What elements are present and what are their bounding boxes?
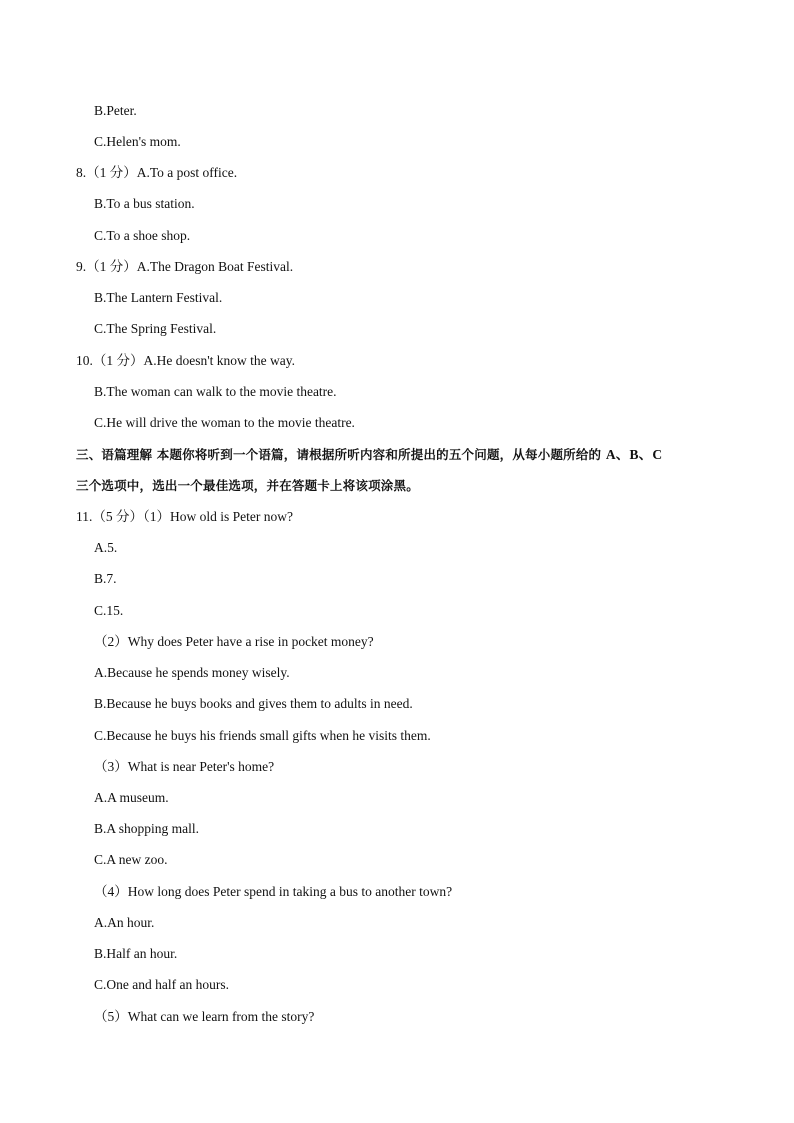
section-3-instruction-text: 三、语篇理解 本题你将听到一个语篇，请根据所听内容和所提出的五个问题，从每小题所给的 (76, 447, 606, 462)
question-11-head: 11.（5 分）（1）How old is Peter now? (76, 509, 293, 524)
option-c-previous: C.Helen's mom. (94, 134, 181, 149)
question-9-option-b: B.The Lantern Festival. (94, 290, 223, 305)
question-10-option-c: C.He will drive the woman to the movie theatre. (94, 415, 355, 430)
question-11-3-option-b: B.A shopping mall. (94, 821, 200, 836)
question-10-option-b: B.The woman can walk to the movie theatre. (94, 384, 337, 399)
question-11-1-option-c: C.15. (94, 603, 124, 618)
section-3-instruction-line2: 三个选项中，选出一个最佳选项，并在答题卡上将该项涂黑。 (76, 478, 419, 493)
question-8-option-b: B.To a bus station. (94, 196, 195, 211)
question-11-4-option-c: C.One and half an hours. (94, 977, 229, 992)
question-11-2-option-b: B.Because he buys books and gives them to adults in need. (94, 696, 413, 711)
question-11-3-prompt: （3）What is near Peter's home? (94, 759, 275, 774)
question-11-2-prompt: （2）Why does Peter have a rise in pocket money? (94, 634, 374, 649)
question-9-option-c: C.The Spring Festival. (94, 321, 217, 336)
question-11-4-prompt: （4）How long does Peter spend in taking a bus to another town? (94, 884, 453, 899)
question-11-4-option-a: A.An hour. (94, 915, 155, 930)
question-11-3-option-a: A.A museum. (94, 790, 169, 805)
question-11-4-option-b: B.Half an hour. (94, 946, 178, 961)
question-9-head: 9.（1 分）A.The Dragon Boat Festival. (76, 259, 294, 274)
question-8-head: 8.（1 分）A.To a post office. (76, 165, 238, 180)
question-11-3-option-c: C.A new zoo. (94, 852, 168, 867)
question-11-2-option-a: A.Because he spends money wisely. (94, 665, 290, 680)
section-3-option-letters: A、B、C (605, 447, 663, 462)
question-8-option-c: C.To a shoe shop. (94, 228, 191, 243)
option-b-previous: B.Peter. (94, 103, 137, 118)
question-10-head: 10.（1 分）A.He doesn't know the way. (76, 353, 296, 368)
question-11-1-option-b: B.7. (94, 571, 117, 586)
question-11-2-option-c: C.Because he buys his friends small gifts when he visits them. (94, 728, 431, 743)
question-11-1-option-a: A.5. (94, 540, 118, 555)
question-11-5-prompt: （5）What can we learn from the story? (94, 1009, 315, 1024)
section-3-instruction-line1 (76, 446, 662, 464)
